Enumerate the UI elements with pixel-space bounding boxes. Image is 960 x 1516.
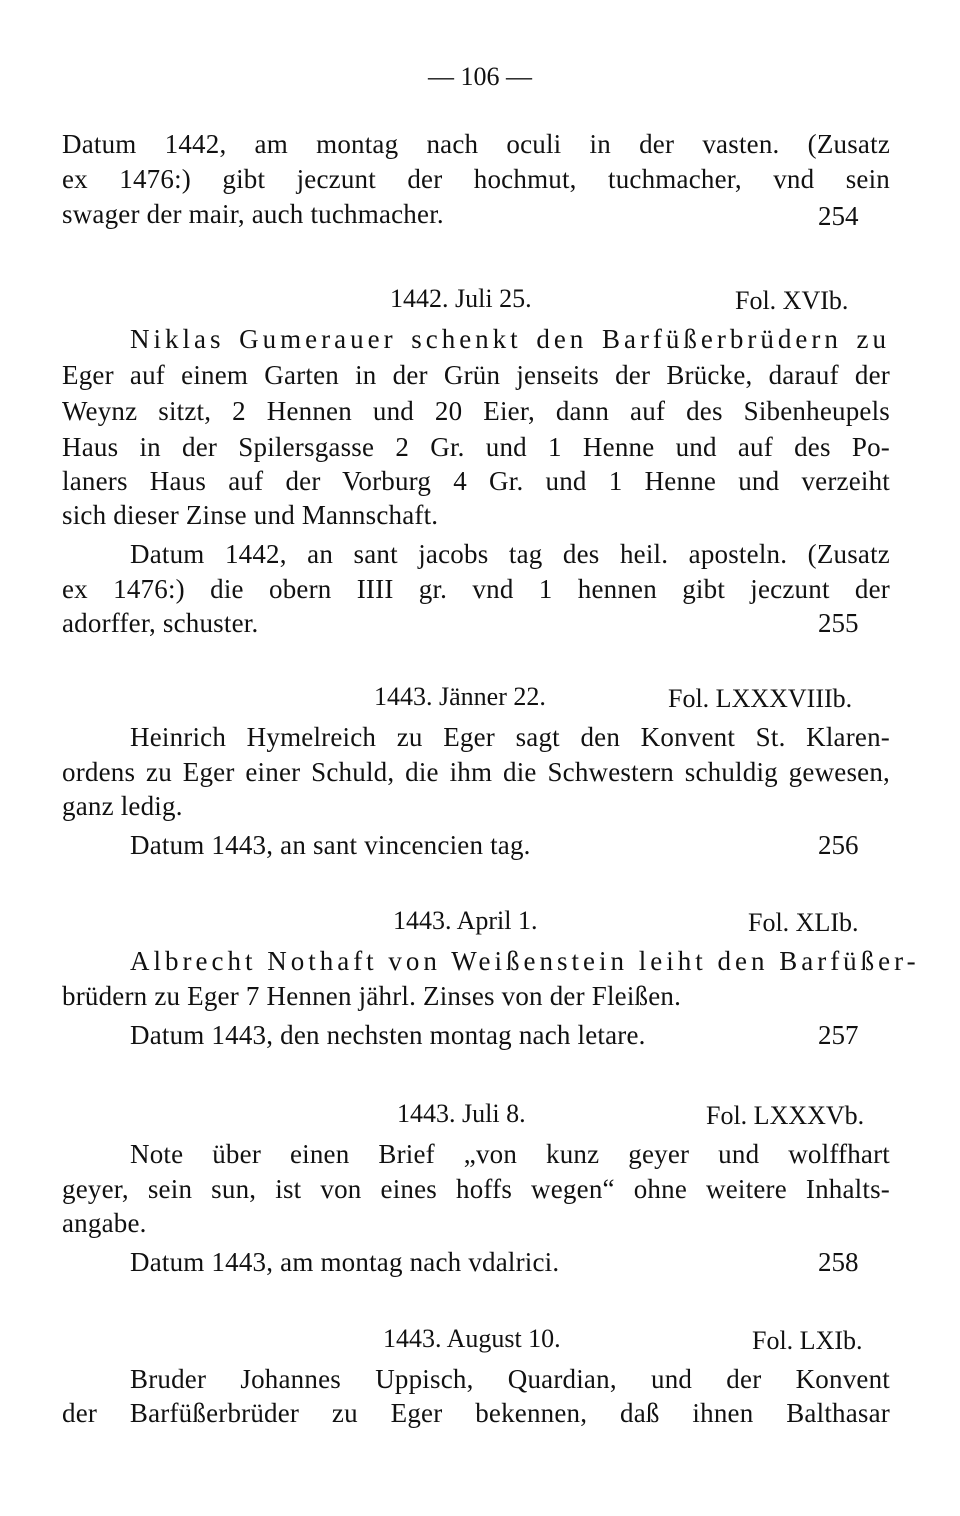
text-line: Note über einen Brief „von kunz geyer und wolffhart (130, 1139, 890, 1169)
text-line: Haus in der Spilersgasse 2 Gr. und 1 Henne und auf des Po- (62, 432, 890, 462)
text-line: Datum 1442, an sant jacobs tag des heil. aposteln. (Zusatz (130, 539, 890, 569)
entry-date: 1443. Jänner 22. (374, 682, 546, 711)
text-line: ex 1476:) gibt jeczunt der hochmut, tuchmacher, vnd sein (62, 164, 890, 194)
text-line: Niklas Gumerauer schenkt den Barfüßerbrüdern zu (130, 324, 890, 354)
text-line: Albrecht Nothaft von Weißenstein leiht den Barfüßer- (130, 946, 920, 976)
page-number: — 106 — (428, 62, 532, 91)
entry-date: 1443. April 1. (393, 906, 538, 935)
text-line: swager der mair, auch tuchmacher. (62, 199, 444, 229)
text-line: Bruder Johannes Uppisch, Quardian, und der Konvent (130, 1364, 890, 1394)
text-line: laners Haus auf der Vorburg 4 Gr. und 1 Henne und verzeiht (62, 466, 890, 496)
text-line: ganz ledig. (62, 791, 183, 821)
entry-number: 256 (818, 830, 859, 860)
text-line: Datum 1442, am montag nach oculi in der vasten. (Zusatz (62, 129, 890, 159)
folio-reference: Fol. XLIb. (748, 908, 859, 937)
entry-number: 258 (818, 1247, 859, 1277)
entry-date: 1443. Juli 8. (397, 1099, 526, 1128)
text-line: ordens zu Eger einer Schuld, die ihm die Schwestern schuldig gewesen, (62, 757, 890, 787)
entry-number: 257 (818, 1020, 859, 1050)
text-line: Datum 1443, den nechsten montag nach letare. (130, 1020, 646, 1050)
text-line: sich dieser Zinse und Mannschaft. (62, 500, 439, 530)
text-line: adorffer, schuster. (62, 608, 259, 638)
text-line: Eger auf einem Garten in der Grün jenseits der Brücke, darauf der (62, 360, 890, 390)
text-line: brüdern zu Eger 7 Hennen jährl. Zinses von der Fleißen. (62, 981, 682, 1011)
entry-number: 254 (818, 201, 859, 231)
text-line: angabe. (62, 1208, 147, 1238)
entry-date: 1442. Juli 25. (390, 284, 532, 313)
text-line: Weynz sitzt, 2 Hennen und 20 Eier, dann auf des Sibenheupels (62, 396, 890, 426)
text-line: Heinrich Hymelreich zu Eger sagt den Konvent St. Klaren- (130, 722, 890, 752)
text-line: geyer, sein sun, ist von eines hoffs wegen“ ohne weitere Inhalts- (62, 1174, 890, 1204)
entry-number: 255 (818, 608, 859, 638)
entry-date: 1443. August 10. (383, 1324, 561, 1353)
text-line: ex 1476:) die obern IIII gr. vnd 1 hennen gibt jeczunt der (62, 574, 890, 604)
folio-reference: Fol. XVIb. (735, 286, 849, 315)
text-line: Datum 1443, an sant vincencien tag. (130, 830, 531, 860)
folio-reference: Fol. LXXXVIIIb. (668, 684, 853, 713)
text-line: der Barfüßerbrüder zu Eger bekennen, daß ihnen Balthasar (62, 1398, 890, 1428)
folio-reference: Fol. LXIb. (752, 1326, 863, 1355)
folio-reference: Fol. LXXXVb. (706, 1101, 865, 1130)
text-line: Datum 1443, am montag nach vdalrici. (130, 1247, 560, 1277)
